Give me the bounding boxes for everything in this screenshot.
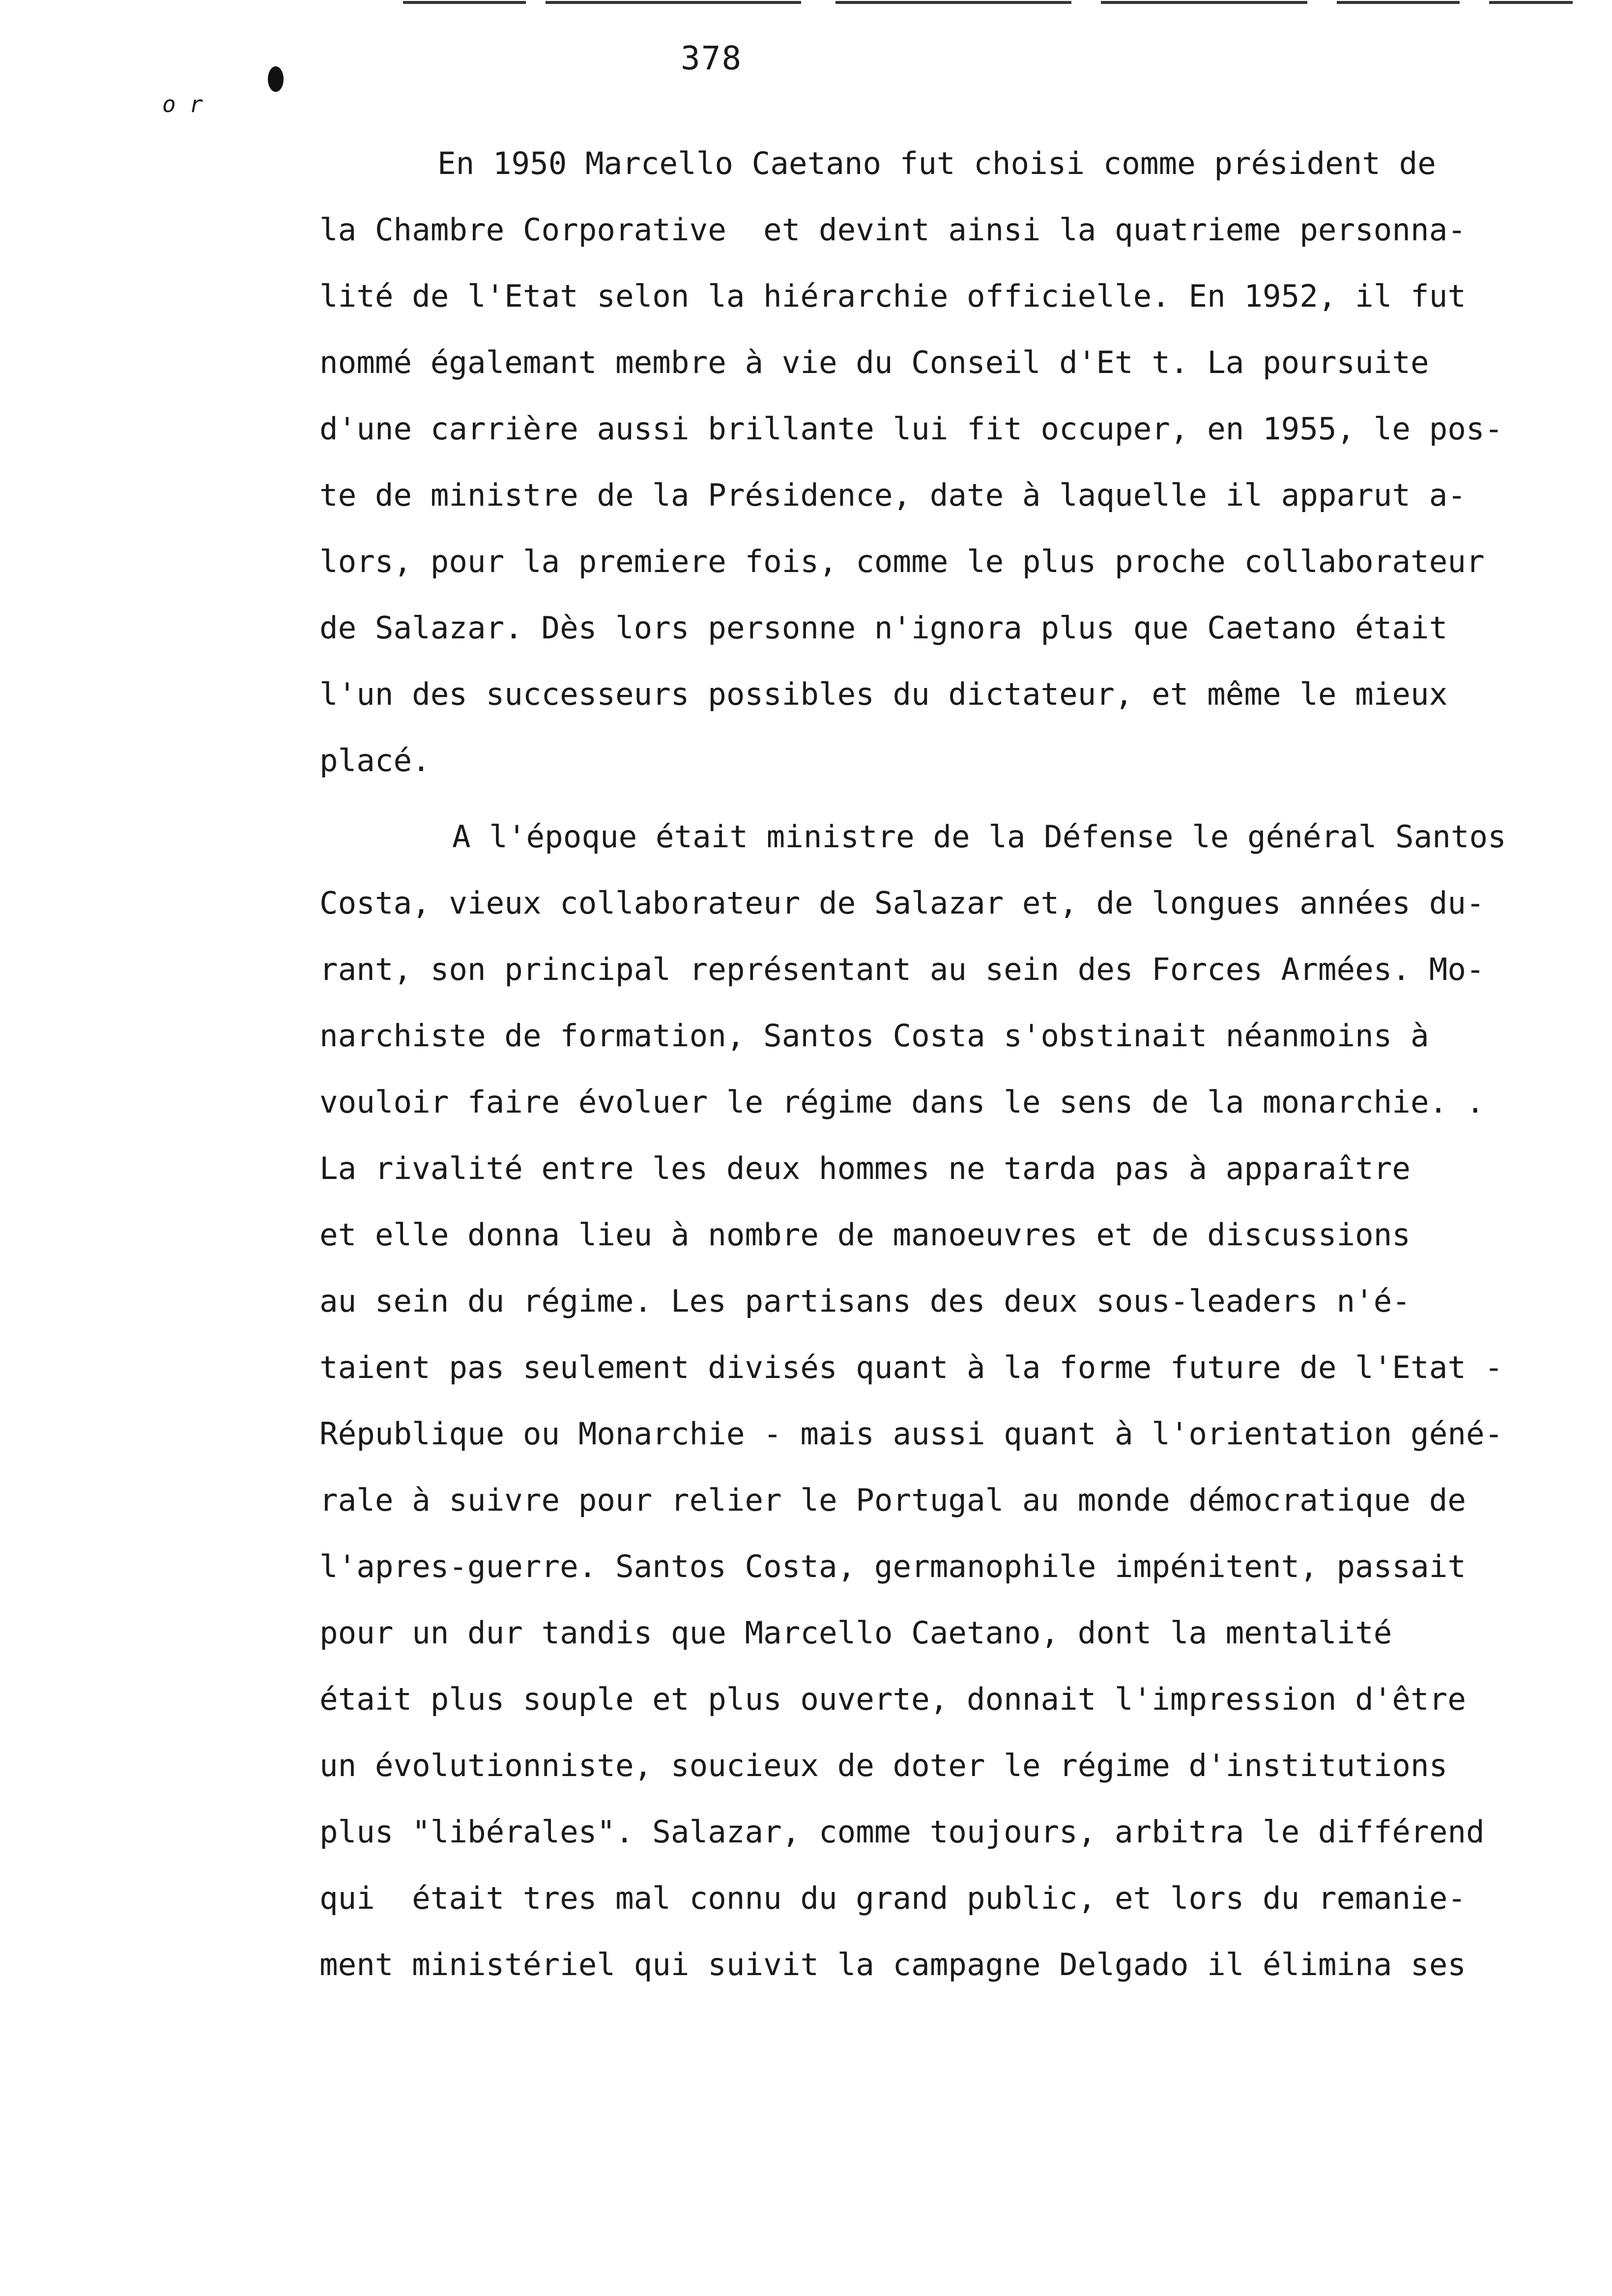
margin-annotation: o r (162, 91, 203, 117)
ink-dot-mark (268, 66, 284, 92)
text-line: rant, son principal représentant au sein des Forces Armées. Mo- (319, 951, 1485, 987)
text-line: République ou Monarchie - mais aussi quant à l'orientation géné- (319, 1416, 1503, 1452)
text-line: lité de l'Etat selon la hiérarchie officielle. En 1952, il fut (319, 278, 1466, 314)
page-number: 378 (681, 39, 743, 77)
text-line: nommé égalemant membre à vie du Conseil d'Et t. La poursuite (319, 344, 1429, 380)
text-line: vouloir faire évoluer le régime dans le sens de la monarchie. . (319, 1084, 1485, 1120)
text-line: et elle donna lieu à nombre de manoeuvres et de discussions (319, 1217, 1411, 1253)
text-line: de Salazar. Dès lors personne n'ignora plus que Caetano était (319, 610, 1448, 646)
text-line: A l'époque était ministre de la Défense le général Santos (452, 819, 1506, 855)
text-line: l'un des successeurs possibles du dictateur, et même le mieux (319, 676, 1448, 712)
text-line: taient pas seulement divisés quant à la forme future de l'Etat - (319, 1349, 1503, 1385)
text-line: ment ministériel qui suivit la campagne Delgado il élimina ses (319, 1947, 1466, 1982)
text-line: plus "libérales". Salazar, comme toujours, arbitra le différend (319, 1814, 1485, 1850)
text-line: un évolutionniste, soucieux de doter le régime d'institutions (319, 1748, 1448, 1783)
text-line: d'une carrière aussi brillante lui fit occuper, en 1955, le pos- (319, 411, 1503, 447)
text-line: te de ministre de la Présidence, date à laquelle il apparut a- (319, 477, 1466, 513)
text-line: rale à suivre pour relier le Portugal au monde démocratique de (319, 1482, 1466, 1518)
text-line: au sein du régime. Les partisans des deux sous-leaders n'é- (319, 1283, 1411, 1319)
text-line: lors, pour la premiere fois, comme le plus proche collaborateur (319, 544, 1485, 579)
text-line: En 1950 Marcello Caetano fut choisi comme président de (437, 145, 1436, 181)
text-line: narchiste de formation, Santos Costa s'obstinait néanmoins à (319, 1018, 1429, 1054)
text-line: était plus souple et plus ouverte, donnait l'impression d'être (319, 1681, 1466, 1717)
body-text (319, 130, 1597, 1998)
text-line: l'apres-guerre. Santos Costa, germanophile impénitent, passait (319, 1549, 1466, 1584)
text-line: qui était tres mal connu du grand public, et lors du remanie- (319, 1880, 1466, 1916)
text-line: la Chambre Corporative et devint ainsi la quatrieme personna- (319, 212, 1466, 248)
text-line: Costa, vieux collaborateur de Salazar et, de longues années du- (319, 885, 1485, 921)
text-line: La rivalité entre les deux hommes ne tarda pas à apparaître (319, 1150, 1411, 1186)
text-line: pour un dur tandis que Marcello Caetano, dont la mentalité (319, 1615, 1392, 1651)
text-line: placé. (319, 743, 431, 778)
top-edge-rules (403, 0, 1573, 6)
